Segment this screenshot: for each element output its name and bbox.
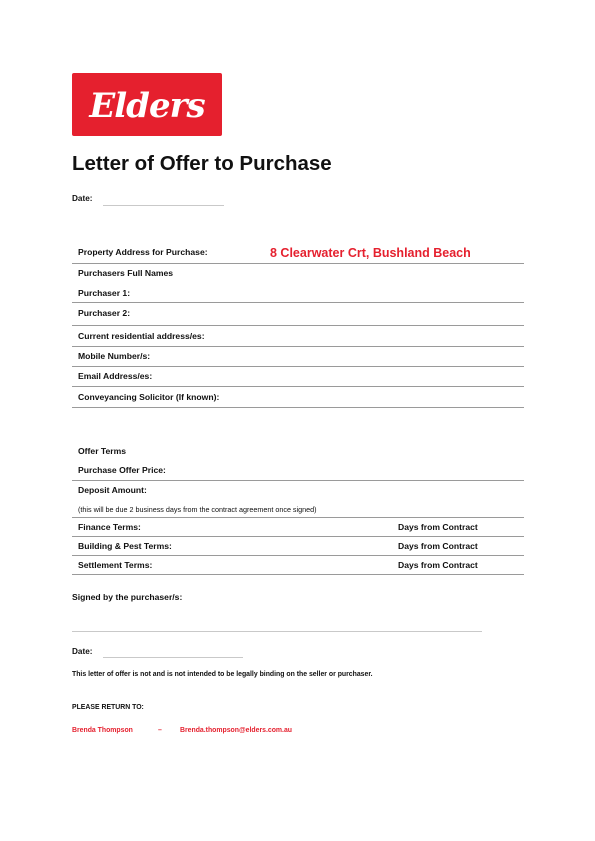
settlement-terms-label: Settlement Terms: [78, 560, 153, 570]
conveyancing-solicitor-label: Conveyancing Solicitor (If known): [78, 392, 220, 402]
deposit-amount-field[interactable] [72, 517, 524, 518]
date-underline[interactable] [103, 205, 224, 206]
deposit-note: (this will be due 2 business days from the contract agreement once signed) [78, 505, 317, 514]
logo-text: Elders [89, 86, 205, 126]
email-address-field[interactable] [72, 386, 524, 387]
building-pest-terms-label: Building & Pest Terms: [78, 541, 172, 551]
signed-by-label: Signed by the purchaser/s: [72, 592, 183, 602]
elders-logo-mark [72, 73, 222, 136]
property-address-label: Property Address for Purchase: [78, 247, 208, 257]
please-return-label: PLEASE RETURN TO: [72, 704, 144, 711]
purchase-offer-price-label: Purchase Offer Price: [78, 465, 166, 475]
contact-email-link[interactable]: Brenda.thompson@elders.com.au [180, 727, 293, 734]
date-2-label: Date: [72, 647, 93, 656]
elders-logo [72, 73, 222, 136]
purchaser-2-label: Purchaser 2: [78, 308, 131, 318]
purchasers-full-names-label: Purchasers Full Names [78, 268, 174, 278]
offer-terms-heading: Offer Terms [78, 446, 127, 456]
finance-terms-suffix: Days from Contract [398, 522, 478, 532]
conveyancing-solicitor-field[interactable] [72, 407, 524, 408]
finance-terms-label: Finance Terms: [78, 522, 141, 532]
settlement-terms-field[interactable] [72, 574, 524, 575]
purchaser-1-label: Purchaser 1: [78, 288, 131, 298]
page-title: Letter of Offer to Purchase [72, 152, 332, 175]
contact-name: Brenda Thompson [72, 727, 133, 734]
mobile-number-label: Mobile Number/s: [78, 351, 151, 361]
contact-dash: – [158, 727, 162, 734]
residential-address-field[interactable] [72, 346, 524, 347]
row-divider [72, 263, 524, 264]
mobile-number-field[interactable] [72, 366, 524, 367]
building-pest-terms-suffix: Days from Contract [398, 541, 478, 551]
deposit-amount-label: Deposit Amount: [78, 485, 147, 495]
date-label: Date: [72, 194, 93, 203]
building-pest-terms-field[interactable] [72, 555, 524, 556]
purchaser-1-field[interactable] [72, 302, 524, 303]
email-address-label: Email Address/es: [78, 371, 153, 381]
disclaimer-text: This letter of offer is not and is not intended to be legally binding on the seller or purchaser. [72, 671, 373, 678]
purchase-offer-price-field[interactable] [72, 480, 524, 481]
property-address-value: 8 Clearwater Crt, Bushland Beach [270, 246, 471, 260]
purchaser-2-field[interactable] [72, 325, 524, 326]
date-2-underline[interactable] [103, 657, 243, 658]
settlement-terms-suffix: Days from Contract [398, 560, 478, 570]
signature-line[interactable] [72, 631, 482, 632]
finance-terms-field[interactable] [72, 536, 524, 537]
residential-address-label: Current residential address/es: [78, 331, 205, 341]
